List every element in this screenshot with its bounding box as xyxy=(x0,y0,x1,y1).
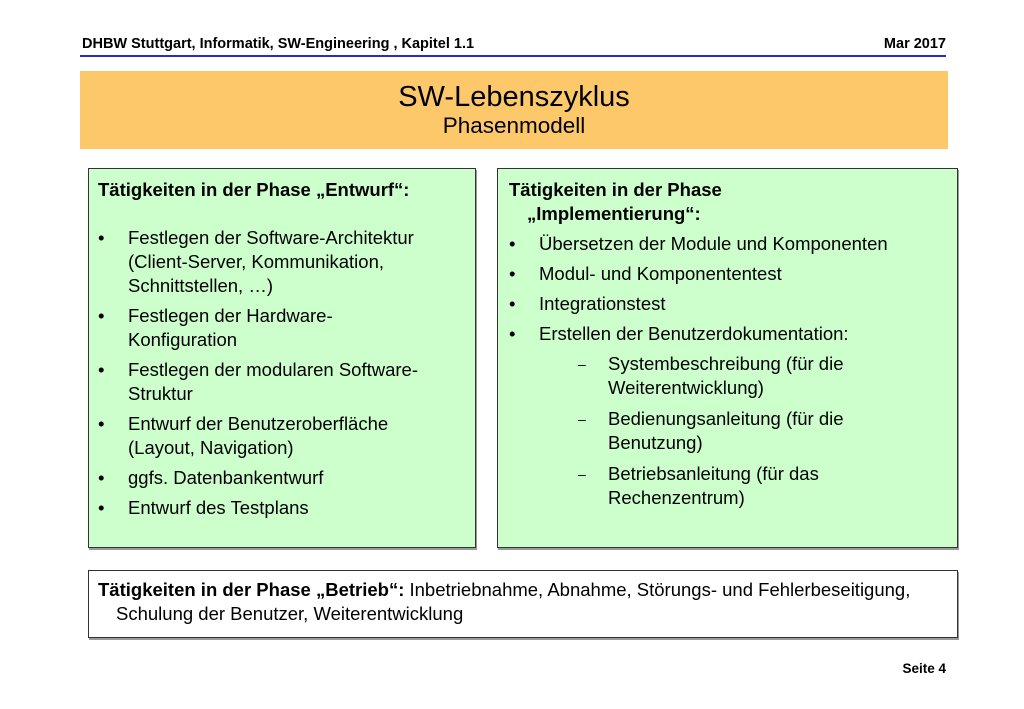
dash-icon: – xyxy=(578,356,586,372)
implementierung-heading: Tätigkeiten in der Phase „Implementierung“: xyxy=(509,179,722,224)
list-item: • Entwurf der Benutzeroberfläche (Layout, Navigation) xyxy=(98,413,389,458)
list-item: • Übersetzen der Module und Komponenten xyxy=(509,233,888,254)
title-banner xyxy=(80,71,948,149)
header-course: DHBW Stuttgart, Informatik, SW-Engineering , Kapitel 1.1 xyxy=(82,36,475,52)
dash-icon: – xyxy=(578,466,586,482)
entwurf-heading: Tätigkeiten in der Phase „Entwurf“: xyxy=(98,179,410,200)
list-item: • Integrationstest xyxy=(509,293,666,314)
betrieb-heading: Tätigkeiten in der Phase „Betrieb“: xyxy=(98,579,405,600)
betrieb-paragraph xyxy=(98,578,947,626)
header-date: Mar 2017 xyxy=(883,36,946,52)
sub-list-item: – Bedienungsanleitung (für die Benutzung) xyxy=(578,408,844,453)
list-item: • Erstellen der Benutzerdokumentation: xyxy=(509,323,849,344)
list-item: • Festlegen der Software-Architektur (Client-Server, Kommunikation, Schnittstellen, …) xyxy=(98,227,414,296)
betrieb-box xyxy=(88,570,958,638)
bullet-icon: • xyxy=(98,497,105,518)
list-item: • ggfs. Datenbankentwurf xyxy=(98,467,324,488)
bullet-icon: • xyxy=(98,467,105,488)
implementierung-list xyxy=(509,232,947,346)
slide-subtitle: Phasenmodell xyxy=(442,113,586,138)
bullet-icon: • xyxy=(98,305,105,326)
list-item: • Festlegen der modularen Software- Struktur xyxy=(98,359,418,404)
list-item: • Festlegen der Hardware- Konfiguration xyxy=(98,305,333,350)
sub-list-item: – Betriebsanleitung (für das Rechenzentrum) xyxy=(578,463,819,508)
bullet-icon: • xyxy=(98,227,105,248)
entwurf-box xyxy=(88,168,476,548)
implementierung-box xyxy=(497,168,958,548)
bullet-icon: • xyxy=(509,263,516,284)
dash-icon: – xyxy=(578,411,586,427)
bullet-icon: • xyxy=(98,359,105,380)
list-item: • Modul- und Komponententest xyxy=(509,263,782,284)
slide-title: SW-Lebenszyklus xyxy=(398,81,630,113)
entwurf-list xyxy=(98,226,465,520)
bullet-icon: • xyxy=(98,413,105,434)
page-number: Seite 4 xyxy=(902,661,946,676)
bullet-icon: • xyxy=(509,293,516,314)
betrieb-text: Inbetriebnahme, Abnahme, Störungs- und Fehlerbeseitigung, Schulung der Benutzer, Weiterentwicklung xyxy=(116,579,911,624)
list-item: • Entwurf des Testplans xyxy=(98,497,309,518)
documentation-sublist xyxy=(509,352,947,510)
bullet-icon: • xyxy=(509,233,516,254)
header-divider xyxy=(80,55,946,57)
sub-list-item: – Systembeschreibung (für die Weiterentwicklung) xyxy=(578,353,844,398)
bullet-icon: • xyxy=(509,323,516,344)
